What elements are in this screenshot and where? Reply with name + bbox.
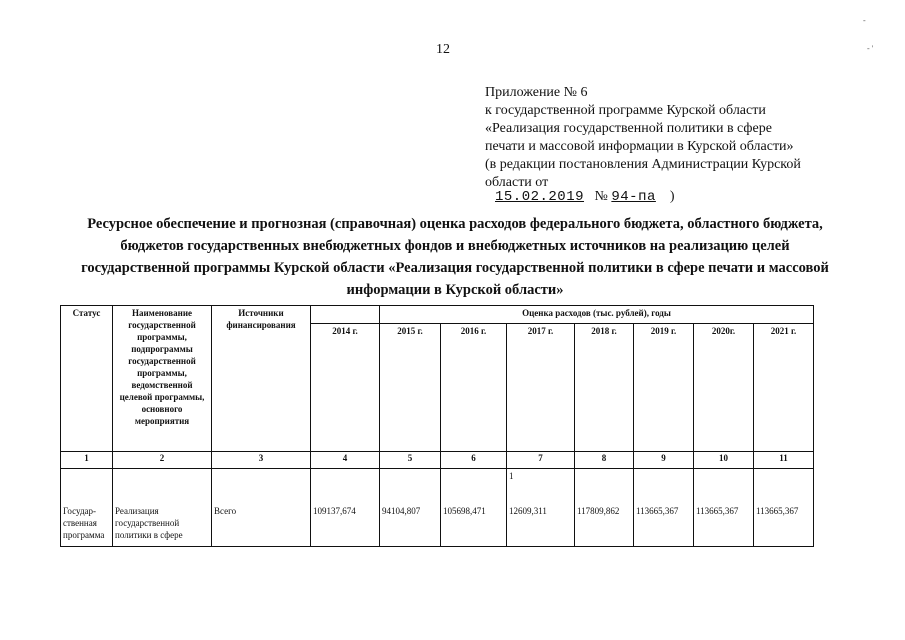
column-number: 5 <box>380 452 441 469</box>
row-value: 109137,674 <box>311 469 380 547</box>
header-year: 2017 г. <box>507 324 575 452</box>
row-value: 94104,807 <box>380 469 441 547</box>
decree-date: 15.02.2019 <box>495 189 585 205</box>
header-estimate: Оценка расходов (тыс. рублей), годы <box>380 306 814 324</box>
header-name: Наименование государственной программы, подпрограммы государственной программы, ведомственной целевой программы, основного мероприятия <box>113 306 212 452</box>
column-number: 11 <box>754 452 814 469</box>
column-number: 6 <box>441 452 507 469</box>
title-line: государственной программы Курской области «Реализация государственной политики в сфере печати и массовой <box>81 260 829 276</box>
row-value: 105698,471 <box>441 469 507 547</box>
header-year: 2016 г. <box>441 324 507 452</box>
appendix-line: к государственной программе Курской области <box>485 103 766 118</box>
header-year: 2021 г. <box>754 324 814 452</box>
column-number: 10 <box>694 452 754 469</box>
decree-number-label: № <box>594 189 608 204</box>
row-value: 117809,862 <box>575 469 634 547</box>
column-number: 2 <box>113 452 212 469</box>
row-value-cell <box>507 469 575 547</box>
column-number: 3 <box>212 452 311 469</box>
header-year: 2020г. <box>694 324 754 452</box>
header-year: 2014 г. <box>311 324 380 452</box>
header-year: 2019 г. <box>634 324 694 452</box>
appendix-line: области от <box>485 175 549 190</box>
decree-number: 94-па <box>611 189 656 205</box>
appendix-line: печати и массовой информации в Курской области» <box>485 139 794 154</box>
row-value: 113665,367 <box>694 469 754 547</box>
corner-mark-top: - <box>863 16 866 25</box>
document-title <box>40 213 870 301</box>
header-source: Источники финансирования <box>212 306 311 452</box>
column-number: 7 <box>507 452 575 469</box>
header-year: 2018 г. <box>575 324 634 452</box>
header-year: 2015 г. <box>380 324 441 452</box>
corner-mark-side: - ' <box>867 44 874 53</box>
column-number: 4 <box>311 452 380 469</box>
row-name: Реализация государственной политики в сфере <box>113 469 212 547</box>
row-source: Всего <box>212 469 311 547</box>
appendix-block <box>485 84 865 192</box>
row-value: 12609,311 <box>509 506 547 516</box>
page-number: 12 <box>436 42 450 57</box>
row-note-mark: 1 <box>509 471 514 481</box>
row-value: 113665,367 <box>754 469 814 547</box>
row-value: 113665,367 <box>634 469 694 547</box>
row-status: Государ-ственная программа <box>61 469 113 547</box>
decree-date-line <box>495 189 675 205</box>
table-row <box>61 469 814 547</box>
title-line: информации в Курской области» <box>346 282 564 298</box>
appendix-line: (в редакции постановления Администрации Курской <box>485 157 801 172</box>
appendix-line: «Реализация государственной политики в сфере <box>485 121 772 136</box>
title-line: Ресурсное обеспечение и прогнозная (справочная) оценка расходов федерального бюджета, областного бюджета, <box>87 216 823 232</box>
resource-table <box>60 305 814 547</box>
header-status: Статус <box>61 306 113 452</box>
header-spacer <box>311 306 380 324</box>
appendix-line: Приложение № 6 <box>485 85 588 100</box>
decree-closing: ) <box>669 189 675 204</box>
column-number: 9 <box>634 452 694 469</box>
column-number: 1 <box>61 452 113 469</box>
title-line: бюджетов государственных внебюджетных фондов и внебюджетных источников на реализацию целей <box>120 238 790 254</box>
column-number: 8 <box>575 452 634 469</box>
